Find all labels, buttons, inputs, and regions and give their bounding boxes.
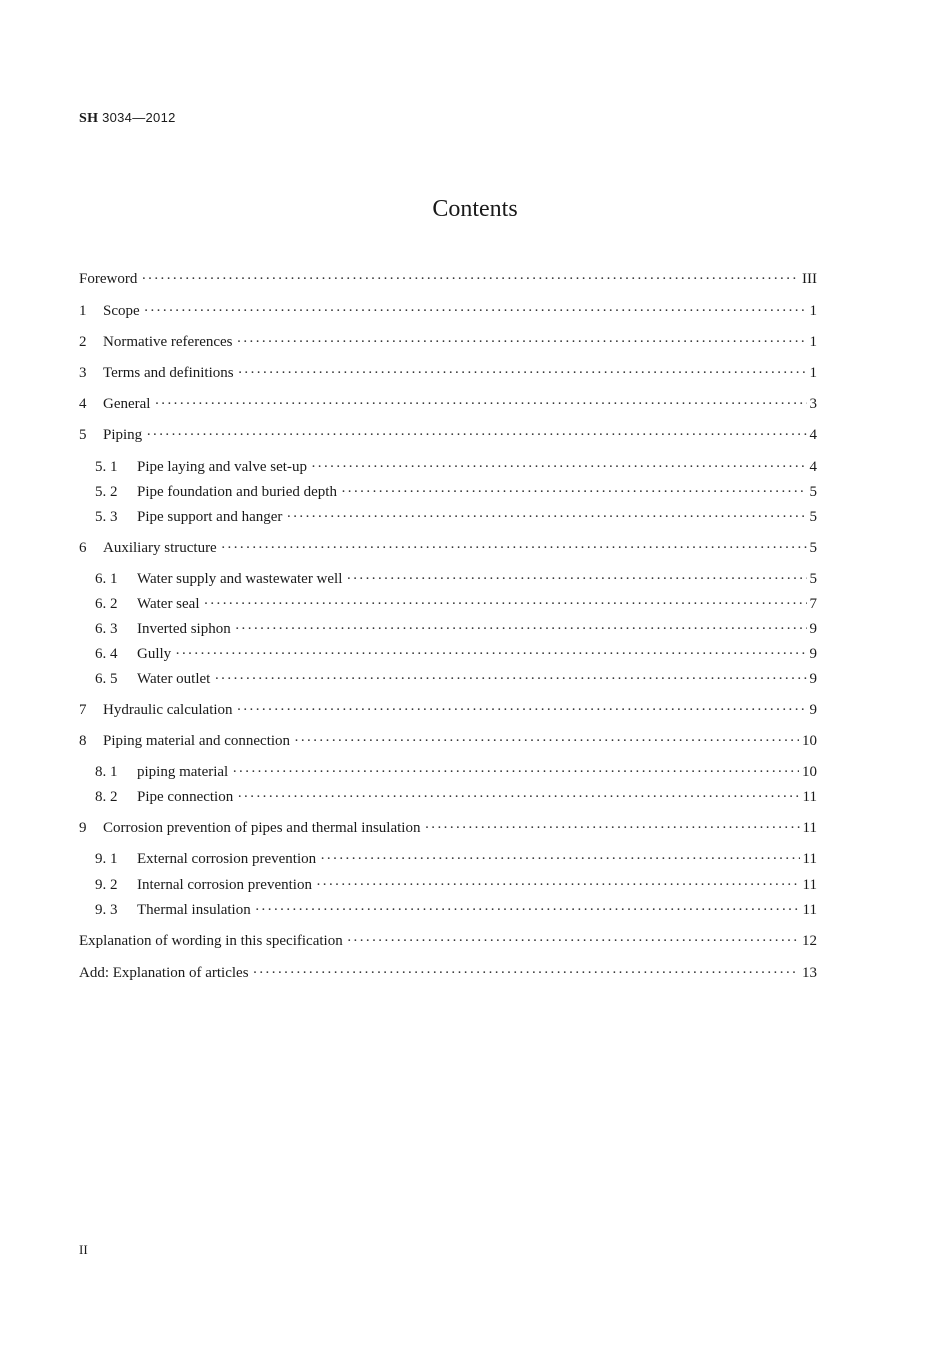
toc-dot-leader: [294, 731, 799, 751]
toc-dot-leader: [347, 931, 799, 951]
toc-entry-label: General: [103, 396, 151, 412]
toc-entry-label: Pipe connection: [137, 789, 234, 805]
toc-dot-leader: [235, 619, 807, 639]
toc-entry-number: 9. 2: [95, 877, 118, 893]
toc-subentry[interactable]: [95, 669, 817, 689]
toc-subentry[interactable]: [95, 644, 817, 664]
toc-entry-number: 8: [79, 733, 87, 749]
toc-entry[interactable]: [79, 332, 817, 352]
toc-entry-label: Pipe support and hanger: [137, 509, 283, 525]
page-title: Contents: [432, 196, 518, 222]
toc-entry-number: 8. 1: [95, 764, 118, 780]
toc-dot-leader: [237, 332, 807, 352]
toc-entry-number: 3: [79, 365, 87, 381]
toc-entry-page: 11: [802, 877, 817, 893]
toc-entry[interactable]: [79, 818, 817, 838]
toc-entry-page: 4: [809, 459, 817, 475]
toc-entry-page: 4: [809, 427, 817, 443]
toc-entry-label: Pipe foundation and buried depth: [137, 484, 337, 500]
toc-subentry[interactable]: [95, 507, 817, 527]
toc-entry-page: 11: [802, 820, 817, 836]
toc-entry-page: 3: [809, 396, 817, 412]
toc-dot-leader: [316, 875, 800, 895]
toc-entry-number: 8. 2: [95, 789, 118, 805]
toc-entry-label: Auxiliary structure: [103, 540, 217, 556]
toc-entry-page: 1: [809, 303, 817, 319]
toc-subentry[interactable]: [95, 619, 817, 639]
toc-entry-page: 9: [809, 621, 817, 637]
toc-subentry[interactable]: [95, 762, 817, 782]
toc-entry[interactable]: [79, 963, 817, 983]
toc-dot-leader: [232, 762, 799, 782]
toc-entry-label: Water seal: [137, 596, 200, 612]
toc-subentry[interactable]: [95, 482, 817, 502]
toc-entry[interactable]: [79, 931, 817, 951]
toc-dot-leader: [204, 594, 807, 614]
toc-entry-page: 11: [802, 902, 817, 918]
toc-entry-number: 6: [79, 540, 87, 556]
toc-dot-leader: [346, 569, 806, 589]
toc-entry-page: 1: [809, 365, 817, 381]
toc-entry-page: 5: [809, 571, 817, 587]
toc-entry[interactable]: [79, 731, 817, 751]
toc-entry-page: 10: [802, 733, 817, 749]
toc-subentry[interactable]: [95, 569, 817, 589]
toc-entry-label: Water supply and wastewater well: [137, 571, 343, 587]
toc-entry-number: 6. 2: [95, 596, 118, 612]
toc-entry-label: Add: Explanation of articles: [79, 965, 249, 981]
toc-entry-label: Thermal insulation: [137, 902, 251, 918]
toc-entry-number: 6. 3: [95, 621, 118, 637]
toc-subentry[interactable]: [95, 787, 817, 807]
toc-entry-label: Water outlet: [137, 671, 211, 687]
toc-dot-leader: [214, 669, 806, 689]
toc-entry-label: Hydraulic calculation: [103, 702, 233, 718]
toc-dot-leader: [144, 301, 807, 321]
toc-entry[interactable]: [79, 363, 817, 383]
toc-entry[interactable]: [79, 700, 817, 720]
toc-entry-page: 1: [809, 334, 817, 350]
toc-entry[interactable]: [79, 301, 817, 321]
toc-entry-page: 5: [809, 484, 817, 500]
toc-entry-label: Piping: [103, 427, 143, 443]
toc-dot-leader: [320, 849, 799, 869]
toc-subentry[interactable]: [95, 457, 817, 477]
document-header: [79, 110, 176, 127]
toc-dot-leader: [255, 900, 800, 920]
toc-entry-number: 6. 5: [95, 671, 118, 687]
toc-dot-leader: [341, 482, 807, 502]
toc-entry-page: 12: [802, 933, 817, 949]
toc-subentry[interactable]: [95, 594, 817, 614]
toc-entry-page: III: [802, 271, 817, 287]
toc-entry-number: 9: [79, 820, 87, 836]
toc-dot-leader: [175, 644, 806, 664]
toc-entry-page: 10: [802, 764, 817, 780]
toc-dot-leader: [238, 363, 807, 383]
toc-entry-label: Piping material and connection: [103, 733, 291, 749]
toc-dot-leader: [237, 700, 807, 720]
toc-entry-page: 11: [802, 789, 817, 805]
toc-entry-page: 9: [809, 646, 817, 662]
toc-dot-leader: [141, 269, 799, 289]
toc-entry-page: 7: [809, 596, 817, 612]
toc-subentry[interactable]: [95, 849, 817, 869]
toc-entry-label: Scope: [103, 303, 140, 319]
toc-entry[interactable]: [79, 269, 817, 289]
toc-entry-page: 5: [809, 509, 817, 525]
toc-dot-leader: [154, 394, 806, 414]
toc-entry-number: 5. 2: [95, 484, 118, 500]
toc-entry-label: Gully: [137, 646, 172, 662]
toc-entry-number: 1: [79, 303, 87, 319]
toc-dot-leader: [221, 538, 807, 558]
toc-entry-label: Corrosion prevention of pipes and thermal insulation: [103, 820, 421, 836]
standard-number: 3034—2012: [102, 110, 176, 125]
toc-entry-page: 5: [809, 540, 817, 556]
toc-entry-number: 4: [79, 396, 87, 412]
toc-entry-label: Foreword: [79, 271, 138, 287]
toc-entry-number: 5. 3: [95, 509, 118, 525]
toc-entry-number: 9. 1: [95, 851, 118, 867]
toc-entry-label: Pipe laying and valve set-up: [137, 459, 307, 475]
toc-entry-label: Normative references: [103, 334, 233, 350]
toc-entry-page: 9: [809, 702, 817, 718]
toc-subentry[interactable]: [95, 900, 817, 920]
toc-entry-number: 7: [79, 702, 87, 718]
toc-entry-number: 9. 3: [95, 902, 118, 918]
toc-dot-leader: [424, 818, 799, 838]
toc-entry-number: 5. 1: [95, 459, 118, 475]
toc-dot-leader: [237, 787, 799, 807]
toc-dot-leader: [286, 507, 806, 527]
toc-entry-label: Inverted siphon: [137, 621, 231, 637]
toc-entry-number: 5: [79, 427, 87, 443]
toc-entry[interactable]: [79, 538, 817, 558]
toc-subentry[interactable]: [95, 875, 817, 895]
toc-entry-label: piping material: [137, 764, 229, 780]
toc-entry-number: 6. 1: [95, 571, 118, 587]
toc-entry-number: 2: [79, 334, 87, 350]
toc-entry-label: Explanation of wording in this specification: [79, 933, 343, 949]
standard-code: SH: [79, 111, 99, 126]
toc-entry-label: Internal corrosion prevention: [137, 877, 312, 893]
toc-entry-number: 6. 4: [95, 646, 118, 662]
toc-entry-page: 13: [802, 965, 817, 981]
toc-dot-leader: [146, 425, 806, 445]
toc-dot-leader: [253, 963, 799, 983]
toc-entry-page: 11: [802, 851, 817, 867]
toc-entry-label: Terms and definitions: [103, 365, 234, 381]
toc-entry[interactable]: [79, 425, 817, 445]
toc-entry-page: 9: [809, 671, 817, 687]
toc-entry-label: External corrosion prevention: [137, 851, 317, 867]
toc-entry[interactable]: [79, 394, 817, 414]
toc-dot-leader: [311, 457, 807, 477]
page-number: II: [79, 1242, 88, 1257]
